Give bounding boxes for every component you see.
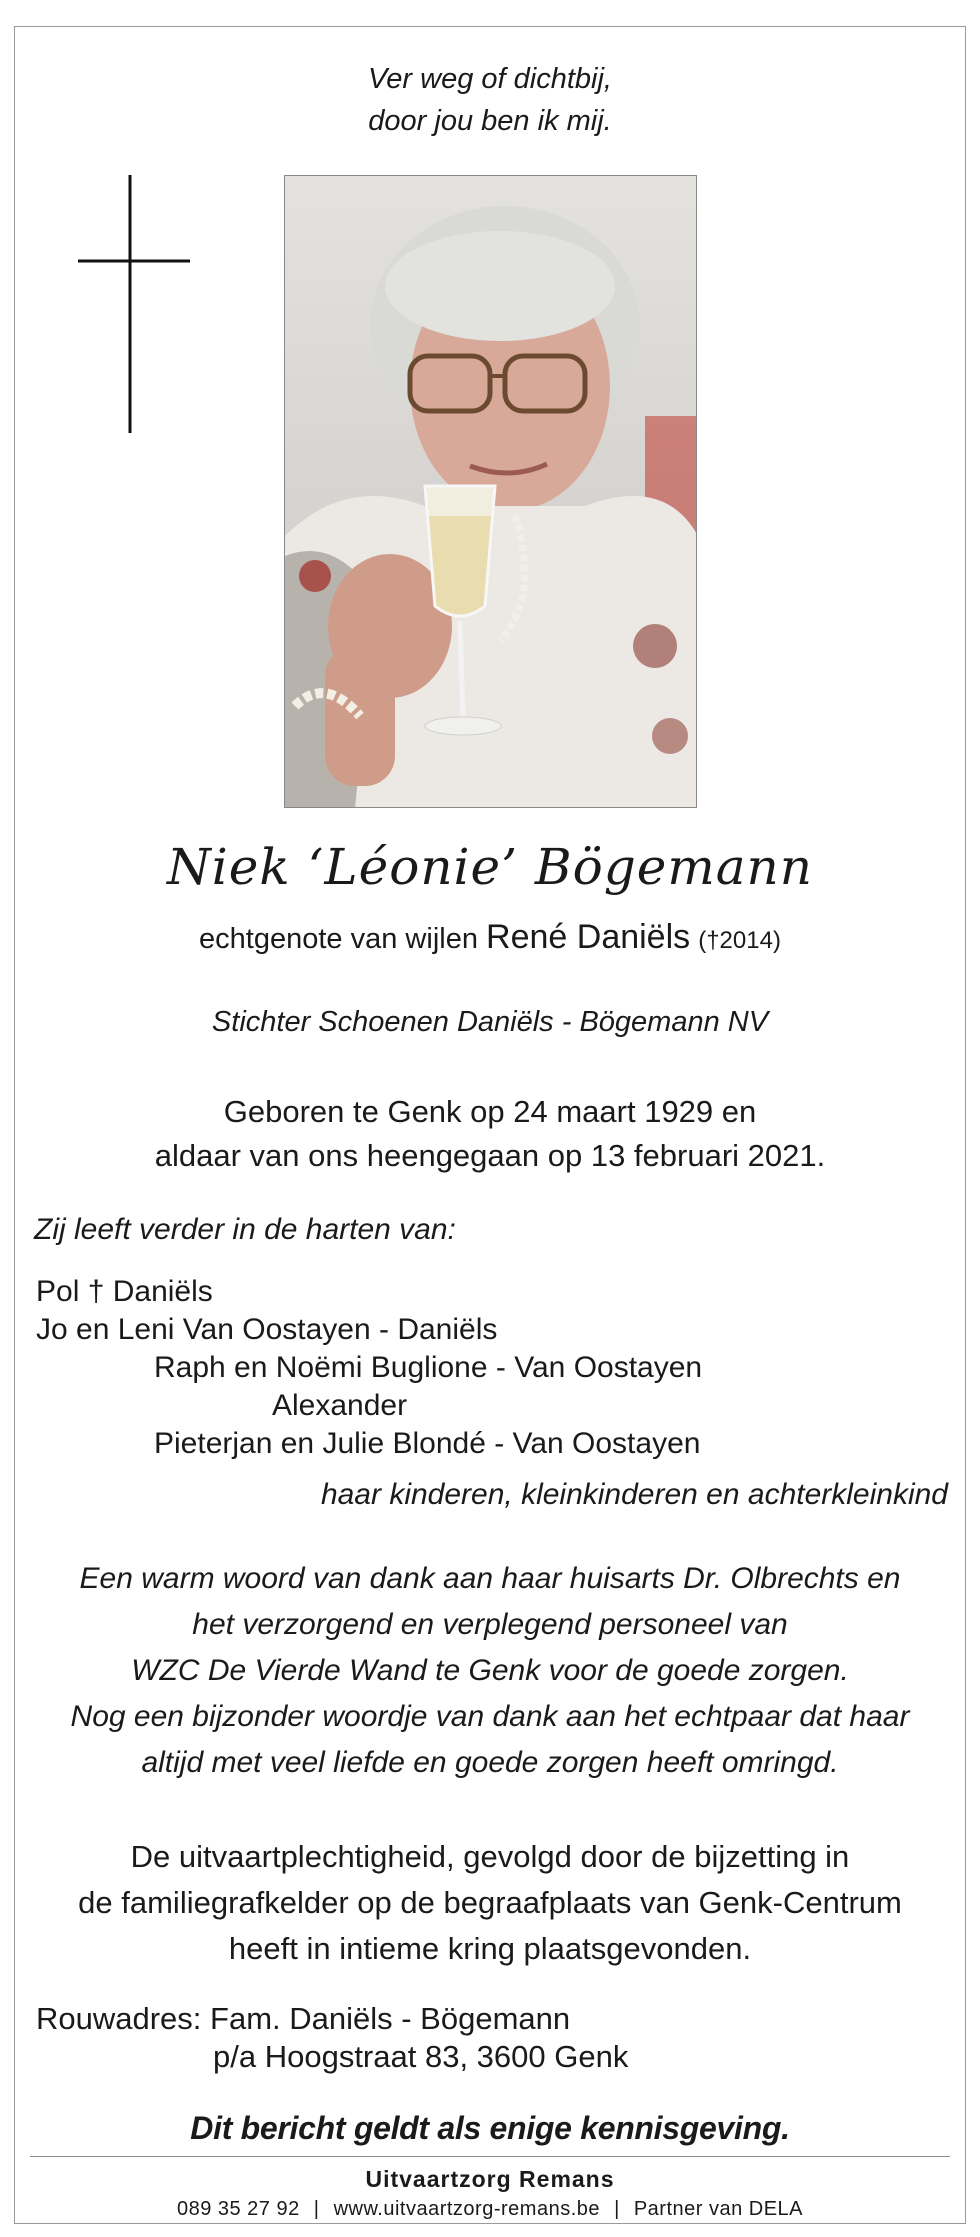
address-line-1: Rouwadres: Fam. Daniëls - Bögemann — [36, 2001, 571, 2036]
born-line-1: Geboren te Genk op 24 maart 1929 en — [223, 1094, 757, 1129]
motto-line-1: Ver weg of dichtbij, — [368, 63, 612, 95]
motto — [0, 58, 980, 142]
spouse-death: (†2014) — [698, 927, 781, 954]
thanks-paragraph — [0, 1556, 980, 1786]
footer-phone: 089 35 27 92 — [176, 2198, 300, 2220]
family-member: Alexander — [272, 1389, 408, 1422]
family-list — [36, 1273, 702, 1463]
survivors-intro: Zij leeft verder in de harten van: — [34, 1213, 456, 1246]
funeral-home-name: Uitvaartzorg Remans — [365, 2166, 615, 2192]
footer-partner: Partner van DELA — [633, 2198, 804, 2220]
address-line-2: p/a Hoogstraat 83, 3600 Genk — [213, 2039, 629, 2074]
family-member: Pieterjan en Julie Blondé - Van Oostayen — [154, 1427, 701, 1460]
ceremony-line: heeft in intieme kring plaatsgevonden. — [228, 1931, 752, 1966]
cross-icon — [78, 175, 190, 433]
deceased-name: Niek ‘Léonie’ Bögemann — [167, 838, 813, 896]
thanks-line: het verzorgend en verplegend personeel van — [192, 1608, 788, 1641]
spouse-prefix: echtgenote van wijlen — [199, 923, 478, 955]
portrait-illustration — [285, 176, 697, 808]
spouse-line — [0, 918, 980, 957]
family-member: Raph en Noëmi Buglione - Van Oostayen — [154, 1351, 703, 1384]
founder-line: Stichter Schoenen Daniëls - Bögemann NV — [211, 1006, 769, 1038]
footer-contact — [0, 2198, 980, 2221]
family-relation: haar kinderen, kleinkinderen en achterkleinkind — [320, 1478, 948, 1511]
thanks-line: Een warm woord van dank aan haar huisarts Dr. Olbrechts en — [79, 1562, 901, 1595]
footer-separator: | — [313, 2198, 320, 2220]
notice-line: Dit bericht geldt als enige kennisgeving. — [190, 2110, 790, 2146]
spouse-name: René Daniëls — [486, 918, 691, 956]
mourning-address — [36, 2000, 628, 2076]
thanks-line: altijd met veel liefde en goede zorgen heeft omringd. — [141, 1746, 839, 1779]
family-member: Pol † Daniëls — [36, 1275, 213, 1308]
birth-death-info — [0, 1090, 980, 1178]
family-member: Jo en Leni Van Oostayen - Daniëls — [36, 1313, 498, 1346]
portrait-photo — [284, 175, 697, 808]
footer-website-link[interactable]: www.uitvaartzorg-remans.be — [333, 2198, 600, 2220]
thanks-line: WZC De Vierde Wand te Genk voor de goede zorgen. — [131, 1654, 849, 1687]
ceremony-paragraph — [0, 1834, 980, 1972]
born-line-2: aldaar van ons heengegaan op 13 februari 2021. — [154, 1138, 826, 1173]
thanks-line: Nog een bijzonder woordje van dank aan het echtpaar dat haar — [70, 1700, 910, 1733]
footer-separator: | — [614, 2198, 620, 2220]
motto-line-2: door jou ben ik mij. — [368, 105, 612, 137]
footer-divider — [30, 2156, 950, 2157]
ceremony-line: de familiegrafkelder op de begraafplaats van Genk-Centrum — [78, 1885, 902, 1920]
ceremony-line: De uitvaartplechtigheid, gevolgd door de bijzetting in — [130, 1839, 850, 1874]
